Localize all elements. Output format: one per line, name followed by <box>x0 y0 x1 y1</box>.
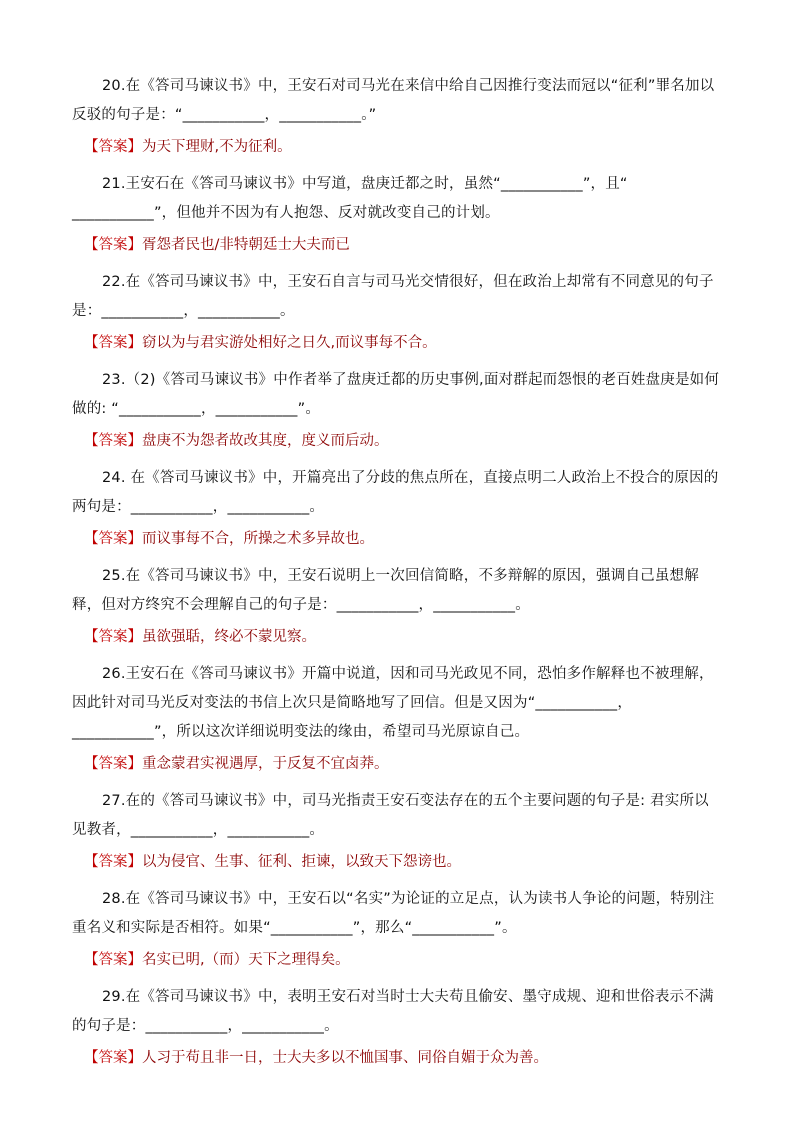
answer-text: 名实已明,（而）天下之理得矣。 <box>142 952 350 968</box>
answer-text: 虽欲强聒，终必不蒙见察。 <box>142 629 316 645</box>
answer-label: 【答案】 <box>84 952 142 968</box>
answer-27 <box>72 851 722 873</box>
answer-label: 【答案】 <box>84 756 142 772</box>
answer-text: 为天下理财,不为征利。 <box>142 139 292 155</box>
answer-21 <box>72 234 722 256</box>
answer-label: 【答案】 <box>84 1050 142 1066</box>
answer-text: 以为侵官、生事、征利、拒谏，以致天下怨谤也。 <box>142 854 461 870</box>
question-29: 29.在《答司马谏议书》中，表明王安石对当时士大夫苟且偷安、墨守成规、迎和世俗表示不满的句子是：___________，___________。 <box>72 989 714 1034</box>
question-list <box>72 72 722 1081</box>
answer-25 <box>72 626 722 648</box>
answer-text: 盘庚不为怨者故改其度，度义而后动。 <box>142 433 389 449</box>
answer-label: 【答案】 <box>84 335 142 351</box>
question-20: 20.在《答司马谏议书》中，王安石对司马光在来信中给自己因推行变法而冠以“征利”罪名加以反驳的句子是：“___________，___________。” <box>72 78 715 123</box>
answer-29 <box>72 1047 722 1069</box>
answer-label: 【答案】 <box>84 531 142 547</box>
question-25: 25.在《答司马谏议书》中，王安石说明上一次回信简略，不多辩解的原因，强调自己虽想解释，但对方终究不会理解自己的句子是：___________，___________。 <box>72 568 699 613</box>
answer-26 <box>72 753 722 775</box>
answer-22 <box>72 332 722 354</box>
answer-20 <box>72 136 722 158</box>
answer-text: 胥怨者民也/非特朝廷士大夫而已 <box>142 237 350 253</box>
answer-label: 【答案】 <box>84 139 142 155</box>
answer-label: 【答案】 <box>84 237 142 253</box>
answer-24 <box>72 528 722 550</box>
answer-text: 窃以为与君实游处相好之日久,而议事每不合。 <box>142 335 437 351</box>
question-26: 26.王安石在《答司马谏议书》开篇中说道，因和司马光政见不同，恐怕多作解释也不被理解，因此针对司马光反对变法的书信上次只是简略地写了回信。但是又因为“___________，___________”，所以这次详细说明变法的缘由，希望司马光原谅自己。 <box>72 666 714 740</box>
answer-text: 而议事每不合，所操之术多异故也。 <box>142 531 374 547</box>
question-28: 28.在《答司马谏议书》中，王安石以“名实”为论证的立足点，认为读书人争论的问题，特别注重名义和实际是否相符。如果“___________”，那么“___________”。 <box>72 891 715 936</box>
question-24: 24. 在《答司马谏议书》中，开篇亮出了分歧的焦点所在，直接点明二人政治上不投合的原因的两句是：___________，___________。 <box>72 470 719 515</box>
answer-23 <box>72 430 722 452</box>
answer-28 <box>72 949 722 971</box>
answer-text: 重念蒙君实视遇厚，于反复不宜卤莽。 <box>142 756 389 772</box>
answer-text: 人习于苟且非一日，士大夫多以不恤国事、同俗自媚于众为善。 <box>142 1050 548 1066</box>
question-22: 22.在《答司马谏议书》中，王安石自言与司马光交情很好，但在政治上却常有不同意见的句子是：___________，___________。 <box>72 274 714 319</box>
question-21: 21.王安石在《答司马谏议书》中写道，盘庚迁都之时，虽然“___________”，且“ ___________”，但他并不因为有人抱怨、反对就改变自己的计划。 <box>72 176 628 221</box>
answer-label: 【答案】 <box>84 629 142 645</box>
question-23: 23.（2)《答司马谏议书》中作者举了盘庚迁都的历史事例,面对群起而怨恨的老百姓盘庚是如何做的: “___________，___________”。 <box>72 372 720 417</box>
question-27: 27.在的《答司马谏议书》中，司马光指责王安石变法存在的五个主要问题的句子是: 君实所以见教者，___________，___________。 <box>72 793 709 838</box>
answer-label: 【答案】 <box>84 854 142 870</box>
answer-label: 【答案】 <box>84 433 142 449</box>
